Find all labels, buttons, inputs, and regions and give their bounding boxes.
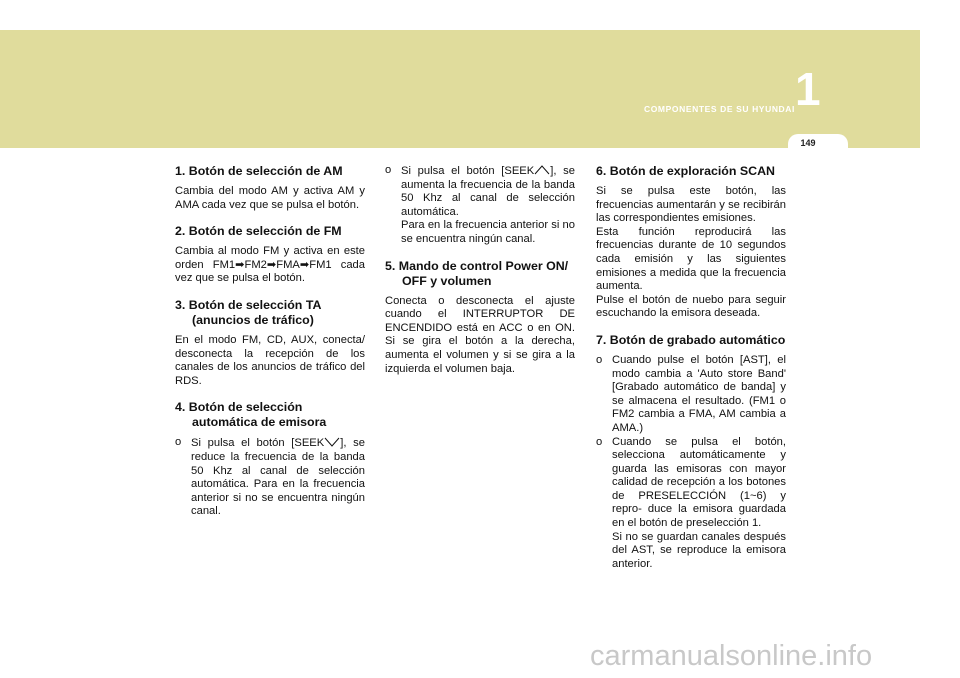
bullet-seek-down-text-b: ], se reduce la frecuencia de la banda 50 Khz al canal de selección automática. Para en la frecuencia anterior si no se encuentra ningún canal. (191, 437, 366, 518)
heading-auto-store: 7. Botón de grabado automático (596, 332, 786, 347)
bullet-seek-up-text-a: Si pulsa el botón [SEEK (401, 165, 535, 177)
bullet-seek-up (385, 164, 575, 247)
heading-fm-button: 2. Botón de selección de FM (175, 224, 342, 239)
paragraph-scan-1: Si se pulsa este botón, las frecuencias aumentarán y se recibirán las correspondientes emisiones. (596, 185, 786, 225)
heading-ta-button: 3. Botón de selección TA (anuncios de tráfico) (175, 297, 321, 327)
bullet-seek-down-text-a: Si pulsa el botón [SEEK (191, 437, 325, 450)
column-2 (385, 164, 575, 388)
heading-auto-select-button: 4. Botón de selección automática de emisora (175, 400, 327, 430)
paragraph-am-button: Cambia del modo AM y activa AM y AMA cada vez que se pulsa el botón. (175, 185, 365, 211)
chevron-up-icon (534, 164, 550, 174)
page-number: 149 (800, 138, 816, 148)
heading-am-button: 1. Botón de selección de AM (175, 164, 343, 178)
heading-scan-button: 6. Botón de exploración SCAN (596, 164, 775, 178)
paragraph-fm-button: Cambia al modo FM y activa en este orden FM1➡FM2➡FMA➡FM1 cada vez que se pulsa el botón. (175, 245, 365, 285)
bullet-seek-up-text-c: Para en la frecuencia anterior si no se encuentra ningún canal. (401, 219, 575, 245)
column-3 (596, 164, 786, 571)
chevron-down-icon (324, 436, 340, 446)
section-number: 1 (795, 63, 821, 115)
header-band (0, 30, 920, 148)
paragraph-scan-3: Pulse el botón de nuebo para seguir escuchando la emisora deseada. (596, 293, 786, 320)
section-title: COMPONENTES DE SU HYUNDAI (643, 104, 795, 114)
paragraph-power-volume: Conecta o desconecta el ajuste cuando el INTERRUPTOR DE ENCENDIDO está en ACC o en ON. Si se gira el botón a la derecha, aumenta el volumen y si se gira a la izquierda el volumen baja. (385, 294, 575, 375)
heading-power-volume: 5. Mando de control Power ON/ OFF y volumen (385, 258, 569, 288)
bullet-ast-2b-text: Si no se guardan canales después del AST, se reproduce la emisora anterior. (612, 530, 786, 570)
bullet-ast-1: o Cuando pulse el botón [AST], el modo cambia a 'Auto store Band' [Grabado automático de banda] y se almacena el resultado. (FM1 o FM2 cambia a FMA, AM cambia a AMA.) (596, 354, 786, 436)
bullet-seek-up-text-b: ], se aumenta la frecuencia de la banda 50 Khz al canal de selección automática. (401, 165, 576, 218)
watermark: carmanualsonline.info (590, 640, 873, 672)
bullet-ast-2-text: Cuando se pulsa el botón, selecciona automáticamente y guarda las emisoras con mayor calidad de recepción a los botones de PRESELECCIÓN (1~6) y repro- duce la emisora guardada en el botón de preselección 1. (612, 435, 786, 530)
bullet-ast-2 (596, 436, 786, 572)
column-1 (175, 164, 365, 519)
bullet-seek-down (175, 436, 365, 519)
paragraph-scan-2: Esta función reproducirá las frecuencias durante de 10 segundos cada emisión y las siguientes emisiones a medida que la frecuencia aumenta. (596, 225, 786, 293)
paragraph-ta-button: En el modo FM, CD, AUX, conecta/ desconecta la recepción de los canales de los anuncios de tráfico del RDS. (175, 333, 365, 387)
